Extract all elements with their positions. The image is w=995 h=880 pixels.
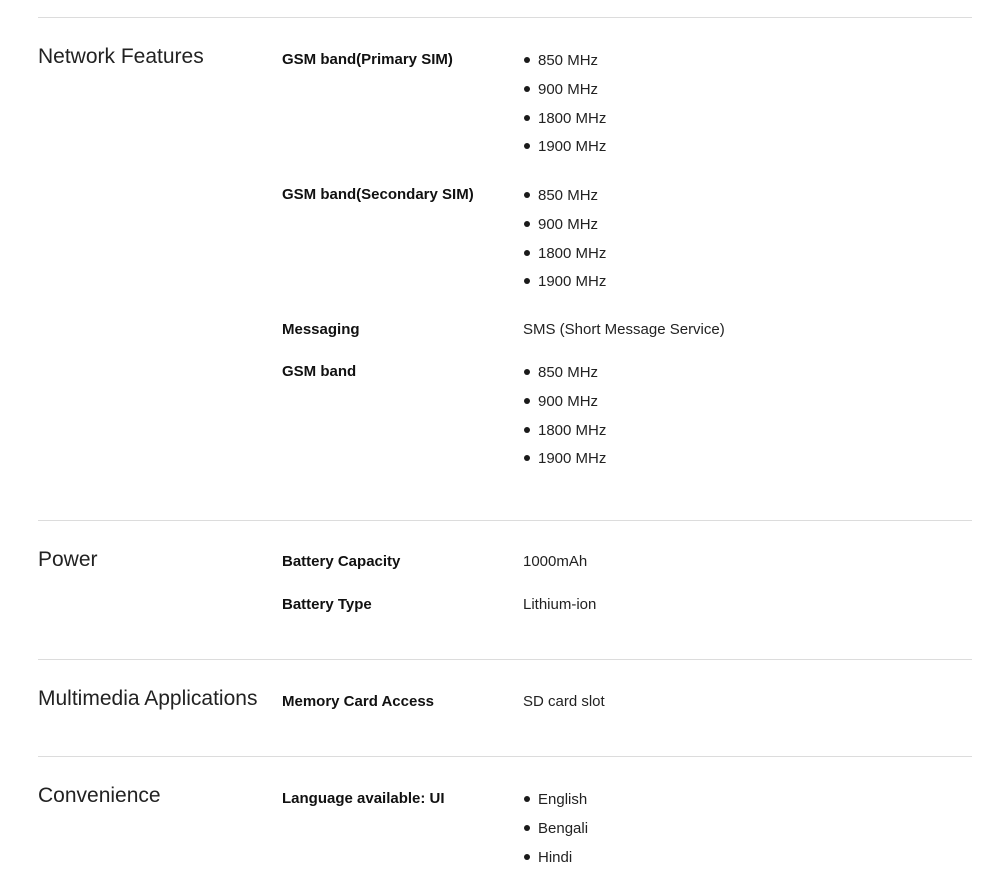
section-title: Power — [38, 548, 98, 571]
bullet-icon — [524, 143, 530, 149]
list-item-text: 1800 MHz — [538, 109, 607, 127]
section-title: Convenience — [38, 784, 161, 807]
list-item — [523, 392, 606, 421]
bullet-icon — [524, 427, 530, 433]
bullet-icon — [524, 250, 530, 256]
section-divider — [38, 17, 972, 18]
list-item-text: 1900 MHz — [538, 138, 607, 156]
bullet-icon — [524, 192, 530, 198]
spec-value-list — [523, 186, 606, 301]
list-item — [523, 244, 606, 273]
section-network-features — [38, 45, 972, 485]
spec-value-list — [523, 790, 588, 876]
spec-value: 1000mAh — [523, 553, 588, 570]
spec-label: Language available: UI — [282, 790, 445, 807]
section-convenience — [38, 784, 972, 880]
list-item — [523, 790, 588, 819]
list-item — [523, 109, 606, 138]
list-item — [523, 848, 588, 877]
spec-value: SMS (Short Message Service) — [523, 321, 725, 338]
list-item — [523, 272, 606, 301]
list-item — [523, 186, 606, 215]
bullet-icon — [524, 455, 530, 461]
spec-label: GSM band(Secondary SIM) — [282, 186, 474, 203]
bullet-icon — [524, 278, 530, 284]
section-divider — [38, 756, 972, 757]
list-item-text: 850 MHz — [538, 187, 599, 204]
list-item — [523, 363, 606, 392]
bullet-icon — [524, 86, 530, 92]
list-item — [523, 215, 606, 244]
list-item — [523, 80, 606, 109]
list-item-text: 1900 MHz — [538, 273, 607, 291]
list-item — [523, 819, 588, 848]
bullet-icon — [524, 796, 530, 802]
list-item — [523, 449, 606, 478]
bullet-icon — [524, 398, 530, 404]
list-item-text: 900 MHz — [538, 392, 599, 410]
list-item-text: 850 MHz — [538, 364, 599, 381]
bullet-icon — [524, 57, 530, 63]
list-item — [523, 51, 606, 80]
spec-label: Battery Type — [282, 596, 372, 613]
list-item-text: 1800 MHz — [538, 244, 607, 262]
spec-label: Memory Card Access — [282, 693, 435, 710]
list-item-text: 850 MHz — [538, 52, 599, 69]
section-title: Network Features — [38, 45, 204, 68]
section-power — [38, 548, 972, 648]
list-item — [523, 137, 606, 166]
list-item-text: Bengali — [538, 819, 589, 837]
spec-label: Battery Capacity — [282, 553, 401, 570]
section-multimedia-applications — [38, 687, 972, 747]
bullet-icon — [524, 854, 530, 860]
spec-value: Lithium-ion — [523, 596, 597, 613]
list-item-text: 1800 MHz — [538, 421, 607, 439]
spec-label: GSM band — [282, 363, 357, 380]
spec-value-list — [523, 363, 606, 478]
bullet-icon — [524, 825, 530, 831]
spec-label: GSM band(Primary SIM) — [282, 51, 453, 68]
spec-label: Messaging — [282, 321, 360, 338]
list-item-text: 900 MHz — [538, 215, 599, 233]
spec-value: SD card slot — [523, 693, 605, 710]
bullet-icon — [524, 221, 530, 227]
section-divider — [38, 520, 972, 521]
list-item-text: 1900 MHz — [538, 450, 607, 468]
section-title: Multimedia Applications — [38, 687, 258, 710]
list-item — [523, 421, 606, 450]
list-item-text: Hindi — [538, 848, 573, 866]
bullet-icon — [524, 115, 530, 121]
list-item-text: English — [538, 791, 588, 808]
section-divider — [38, 659, 972, 660]
list-item-text: 900 MHz — [538, 80, 599, 98]
spec-value-list — [523, 51, 606, 166]
bullet-icon — [524, 369, 530, 375]
